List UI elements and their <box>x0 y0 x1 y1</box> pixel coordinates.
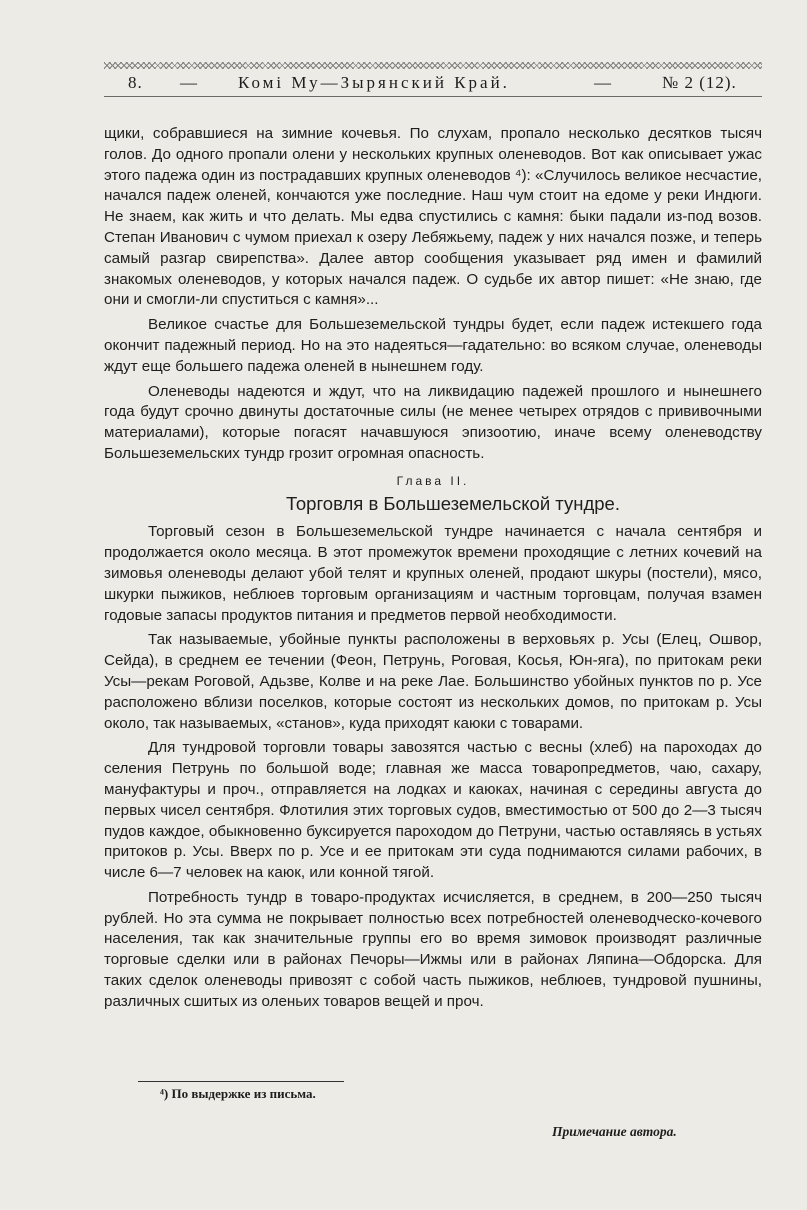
header-dash-left: — <box>180 73 198 92</box>
header-rule <box>104 96 762 101</box>
header-row <box>104 73 762 97</box>
paragraph: щики, собравшиеся на зимние кочевья. По слухам, пропало несколько десятков тысяч голов. До одного пропали олени у нескольких крупных оленеводов. Вот как описывает ужас этого падежа один из пострадавших крупных оленеводов ⁴): «Случилось великое несчастие, начался падеж оленей, кончаются уже последние. Наш чум стоит на едоме у реки Индюги. Не знаем, как жить и что делать. Мы едва спустились с камня: быки падали из-под возов. Степан Иванович с чумом приехал к озеру Лебяжьему, падеж у них начался позже, и теперь самый разгар свирепства». Далее автор сообщения указывает ряд имен и фамилий знакомых оленеводов, у которых начался падеж. О судьбе их автор пишет: «Не знаю, где они и смогли-ли спуститься с камня»... <box>104 125 762 309</box>
paragraph: Великое счастье для Большеземельской тундры будет, если падеж истекшего года окончит падежный период. Но на это надеяться—гадательно: во всяком случае, оленеводы ждут еще большего падежа оленей в нынешнем году. <box>104 316 762 375</box>
footnote-credit: Примечание автора. <box>552 1124 677 1139</box>
page-number: 8. <box>128 73 143 92</box>
paragraph: Так называемые, убойные пункты расположены в верховьях р. Усы (Елец, Ошвор, Сейда), в среднем ее течении (Феон, Петрунь, Роговая, Косья, Юн-яга), по притокам реки Усы—рекам Роговой, Адьзве, Колве и на реке Лае. Большинство убойных пунктов по р. Усе расположено вблизи поселков, которые состоят из нескольких домов, по притокам р. Усы около, так называемых, «станов», куда приходят каюки с товарами. <box>104 631 762 732</box>
paragraph: Оленеводы надеются и ждут, что на ликвидацию падежей прошлого и нынешнего года будут срочно двинуты достаточные силы (не менее четырех отрядов с прививочными материалами), которые погасят начавшуюся эпизоотию, иначе всему оленеводству Большеземельских тундр грозит огромная опасность. <box>104 382 762 462</box>
paragraph: Для тундровой торговли товары завозятся частью с весны (хлеб) на пароходах до селения Петрунь по большой воде; главная же масса товаропредметов, чаю, сахару, мануфактуры и проч., отправляется на лодках и каюках, начиная с середины августа до первых чисел сентября. Флотилия этих торговых судов, вместимостью от 500 до 2—3 тысяч пудов каждое, обыкновенно буксируется пароходом до Петруни, частью оставляясь в устьях притоков р. Усы. Вверх по р. Усе и ее притокам эти суда поднимаются силами рабочих, в числе 6—7 человек на каюк, или конной тягой. <box>104 739 762 882</box>
footnote-rule <box>138 1081 344 1082</box>
paragraph: Потребность тундр в товаро-продуктах исчисляется, в среднем, в 200—250 тысяч рублей. Но эта сумма не покрывает полностью всех потребностей оленеводческо-кочевого населения, так как значительные группы его во время зимовок производят различные торговые сделки или в районах Печоры—Ижмы или в районах Ляпина—Обдорска. Для таких сделок оленеводы привозят с собой часть пыжиков, неблюев, тундровой пушнины, различных сшитых из оленьих товаров вещей и проч. <box>104 888 762 1010</box>
journal-title: Комі Му—Зырянский Край. <box>238 73 510 92</box>
ornamental-border <box>104 62 762 69</box>
article-body <box>104 124 762 1017</box>
chapter-title: Торговля в Большеземельской тундре. <box>286 492 620 514</box>
running-header <box>104 62 762 104</box>
footnote: ⁴) По выдержке из письма. <box>160 1086 316 1101</box>
issue-number: № 2 (12). <box>662 73 737 92</box>
header-dash-right: — <box>594 73 612 92</box>
paragraph: Торговый сезон в Большеземельской тундре начинается с начала сентября и продолжается около месяца. В этот промежуток времени проходящие с летних кочевий на зимовья оленеводы делают убой телят и крупных оленей, продают шкуры (постели), мясо, шкурки пыжиков, неблюев торговым организациям и частным торговцам, получая взамен годовые запасы продуктов питания и предметов первой необходимости. <box>104 523 762 624</box>
chapter-label: Глава II. <box>396 473 470 488</box>
